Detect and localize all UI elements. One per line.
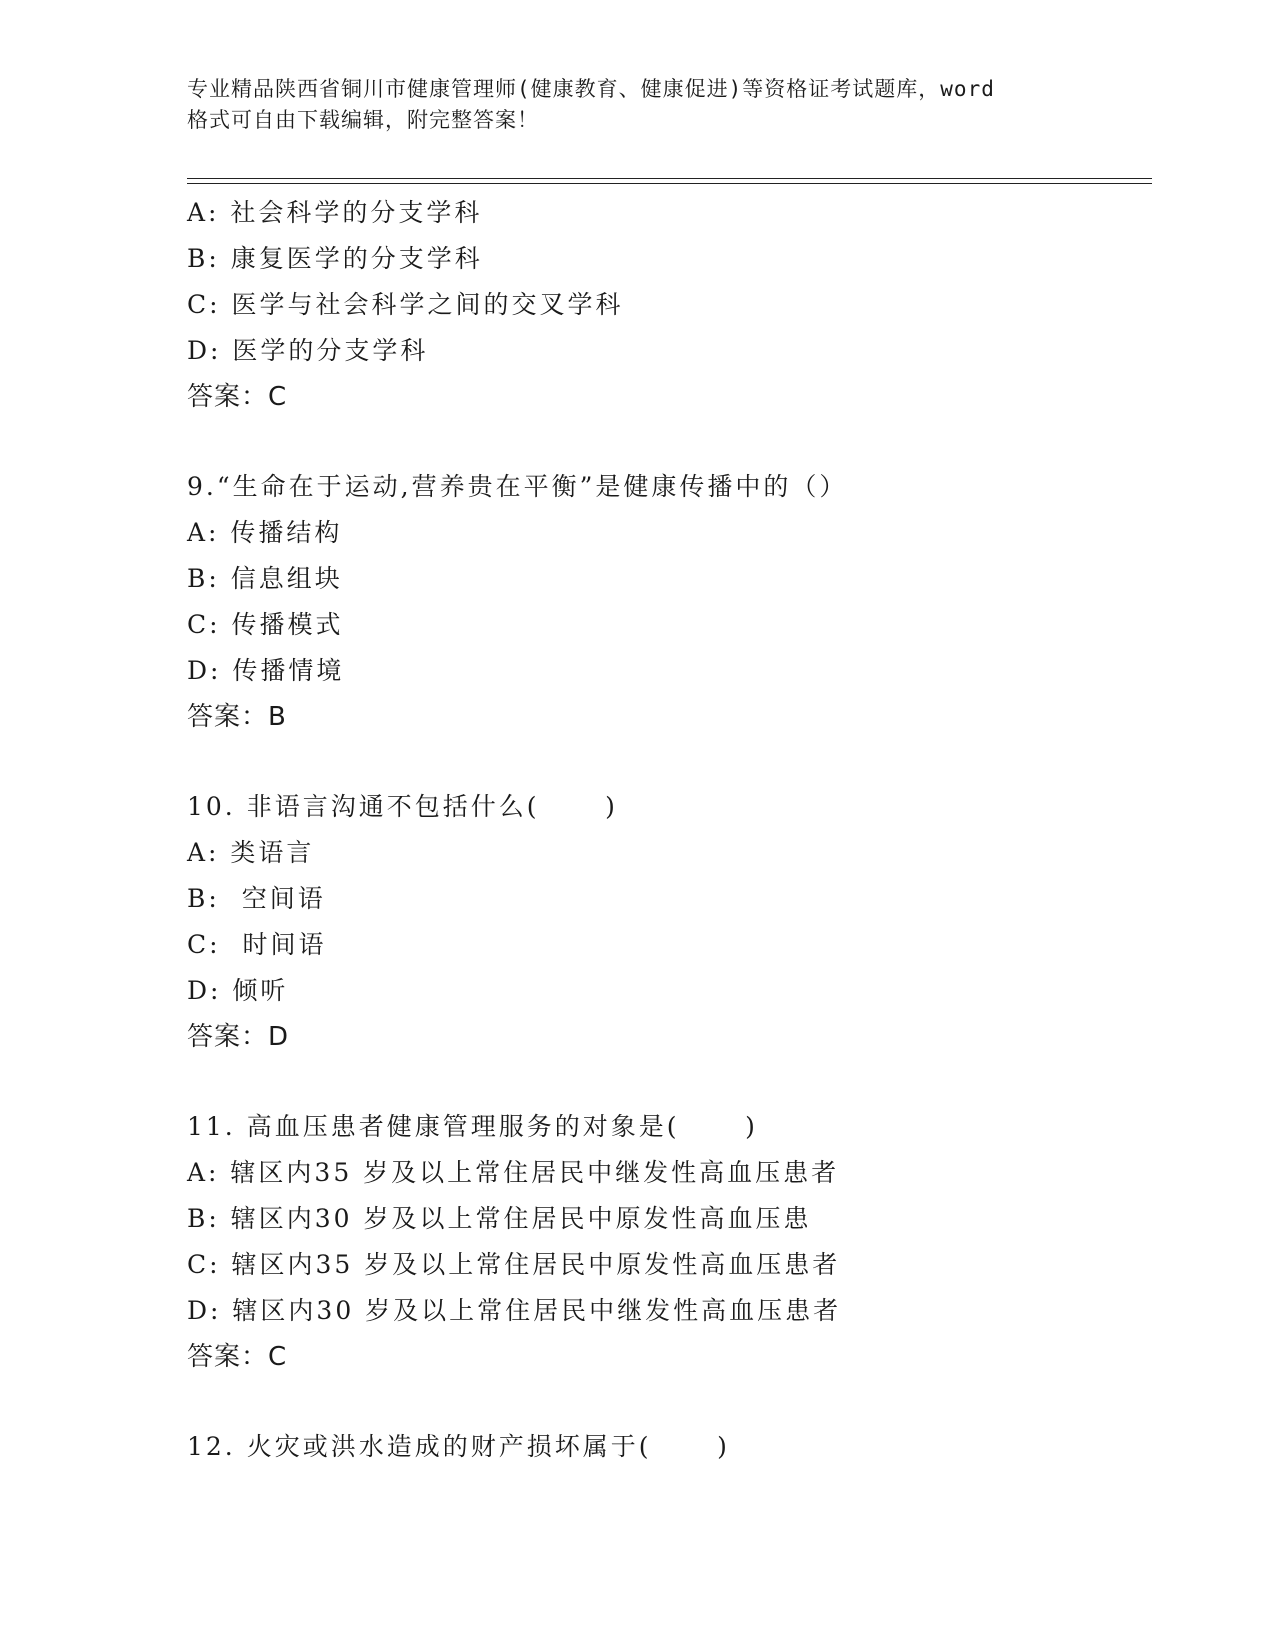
option-c: C: 辖区内35 岁及以上常住居民中原发性高血压患者 <box>187 1250 841 1279</box>
answer-line: 答案：C <box>187 1342 288 1372</box>
question-text: 11. 高血压患者健康管理服务的对象是( ) <box>187 1112 758 1141</box>
document-header <box>187 74 1087 136</box>
question-spacer <box>187 1380 1147 1424</box>
question-9 <box>187 464 1147 740</box>
option-a: A: 社会科学的分支学科 <box>187 198 483 227</box>
option-a: A: 传播结构 <box>187 518 343 547</box>
header-line-1: 专业精品陕西省铜川市健康管理师(健康教育、健康促进)等资格证考试题库，word <box>187 77 995 101</box>
answer-line: 答案：B <box>187 702 287 732</box>
question-text: 9.“生命在于运动,营养贵在平衡”是健康传播中的（） <box>187 472 848 501</box>
question-spacer <box>187 740 1147 784</box>
question-11 <box>187 1104 1147 1380</box>
question-8 <box>187 190 1147 420</box>
option-d: D: 医学的分支学科 <box>187 336 429 365</box>
option-d: D: 倾听 <box>187 976 289 1005</box>
option-c: C: 时间语 <box>187 930 327 959</box>
option-b: B: 辖区内30 岁及以上常住居民中原发性高血压患 <box>187 1204 812 1233</box>
option-b: B: 信息组块 <box>187 564 343 593</box>
answer-line: 答案：D <box>187 1022 290 1052</box>
option-d: D: 辖区内30 岁及以上常住居民中继发性高血压患者 <box>187 1296 842 1325</box>
header-line-2: 格式可自由下载编辑，附完整答案！ <box>187 108 539 132</box>
question-text: 12. 火灾或洪水造成的财产损坏属于( ) <box>187 1432 730 1461</box>
question-spacer <box>187 420 1147 464</box>
question-10 <box>187 784 1147 1060</box>
question-12 <box>187 1424 1147 1470</box>
question-text: 10. 非语言沟通不包括什么( ) <box>187 792 618 821</box>
option-d: D: 传播情境 <box>187 656 345 685</box>
header-divider-bottom <box>187 183 1152 184</box>
option-c: C: 医学与社会科学之间的交叉学科 <box>187 290 624 319</box>
option-b: B: 空间语 <box>187 884 326 913</box>
option-b: B: 康复医学的分支学科 <box>187 244 483 273</box>
question-list <box>187 190 1147 1470</box>
header-divider-top <box>187 178 1152 179</box>
option-a: A: 辖区内35 岁及以上常住居民中继发性高血压患者 <box>187 1158 840 1187</box>
option-c: C: 传播模式 <box>187 610 344 639</box>
question-spacer <box>187 1060 1147 1104</box>
answer-line: 答案：C <box>187 382 288 412</box>
option-a: A: 类语言 <box>187 838 315 867</box>
